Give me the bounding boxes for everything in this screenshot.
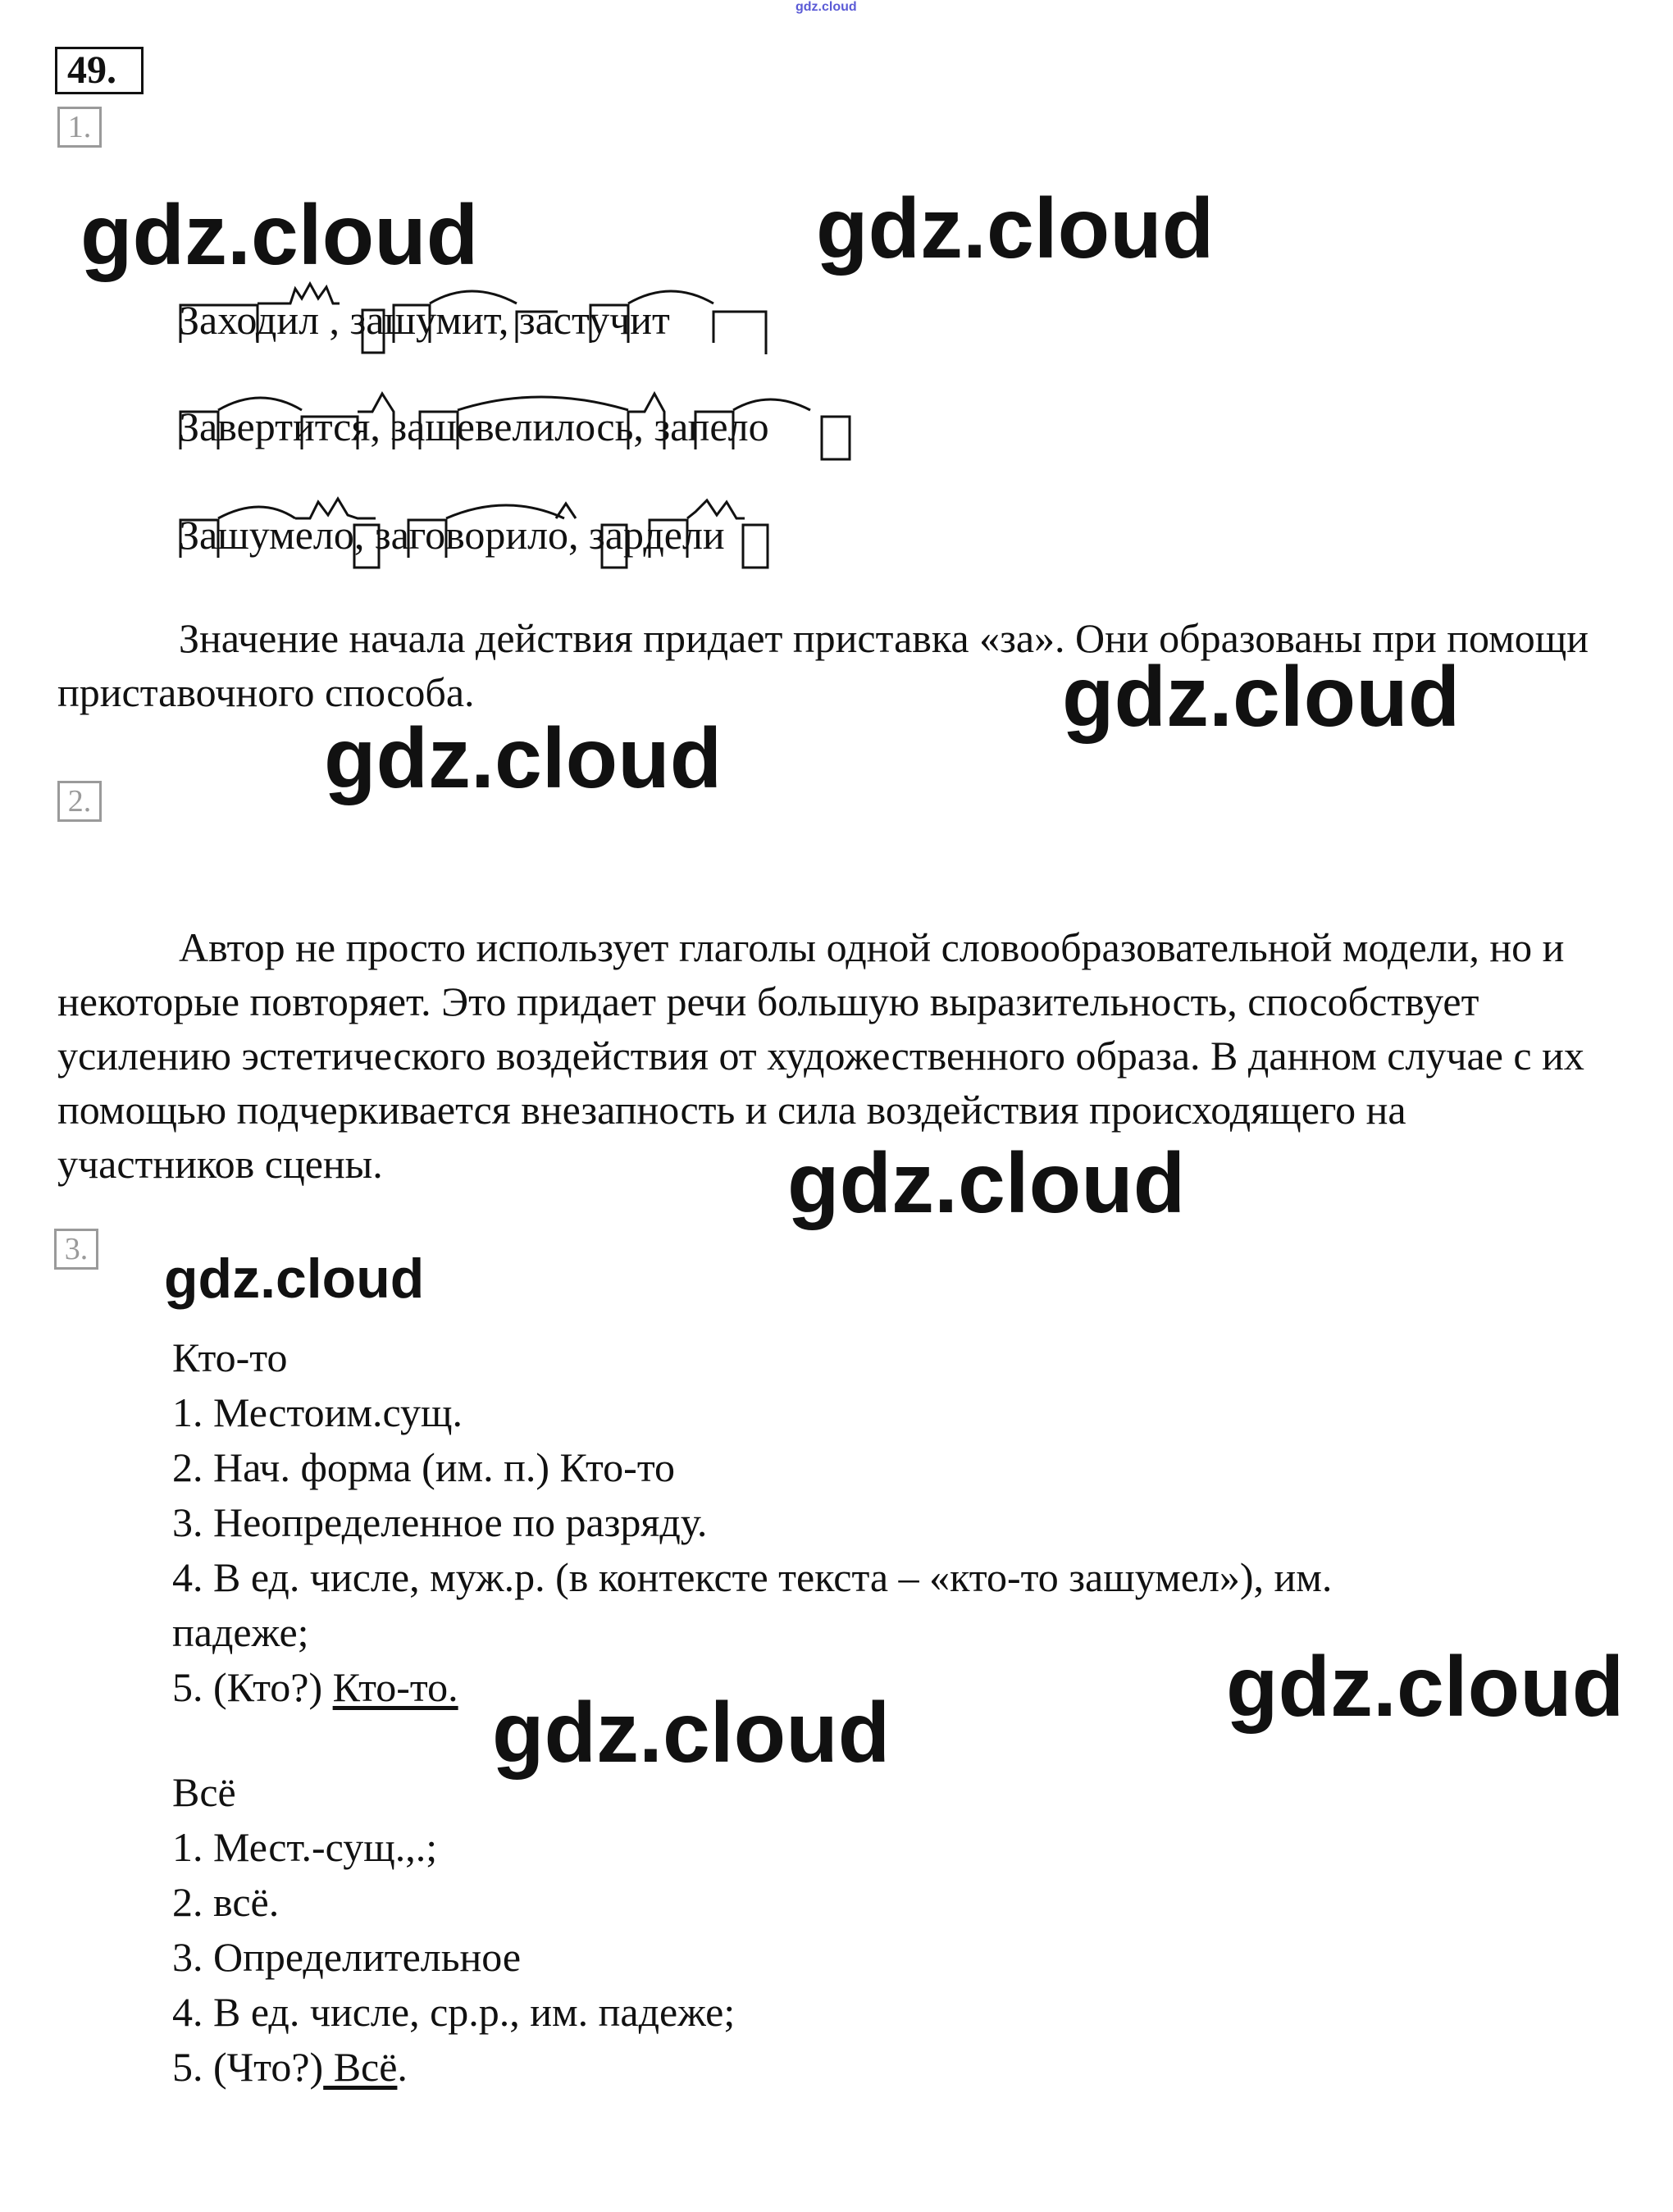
word2-item-5-prefix: 5. (Что?)	[172, 2044, 324, 2090]
watermark-3: gdz.cloud	[1062, 650, 1461, 745]
part1-explanation-text: Значение начала действия придает приставка «за». Они образованы при помощи приставочного способа.	[57, 615, 1589, 715]
morpheme-marks-row-2	[179, 379, 868, 469]
watermark-8: gdz.cloud	[492, 1685, 891, 1781]
word1-item-4-cont: падеже;	[172, 1609, 309, 1655]
word1-item-1: 1. Местоим.сущ.	[172, 1389, 463, 1435]
part-label-1: 1.	[57, 107, 102, 148]
site-mark: gdz.cloud	[795, 0, 857, 14]
word2-item-2: 2. всё.	[172, 1879, 280, 1925]
word2-item-3: 3. Определительное	[172, 1934, 522, 1980]
word1-item-2: 2. Нач. форма (им. п.) Кто-то	[172, 1444, 676, 1490]
word1-item-4: 4. В ед. числе, муж.р. (в контексте текста – «кто-то зашумел»), им.	[172, 1554, 1333, 1600]
word2-title: Всё	[172, 1769, 236, 1815]
part-label-3: 3.	[54, 1229, 98, 1270]
word2-item-5-answer: Всё	[323, 2044, 398, 2090]
word1-analysis	[172, 1330, 1332, 1715]
word1-item-5-prefix: 5. (Кто?)	[172, 1664, 333, 1710]
morpheme-marks-row-3	[179, 487, 835, 577]
watermark-2: gdz.cloud	[816, 181, 1215, 276]
word1-item-3: 3. Неопределенное по разряду.	[172, 1499, 708, 1545]
word2-item-5-suffix: .	[397, 2044, 408, 2090]
word-row-1	[179, 295, 670, 344]
word-row-2-text: Завертится, зашевелилось, запело	[179, 404, 769, 449]
watermark-1: gdz.cloud	[80, 188, 479, 283]
part-label-2: 2.	[57, 781, 102, 822]
word1-title: Кто-то	[172, 1334, 288, 1380]
watermark-5: gdz.cloud	[787, 1136, 1186, 1231]
watermark-7: gdz.cloud	[1226, 1640, 1625, 1735]
task-number: 49.	[55, 47, 144, 94]
word2-item-1: 1. Мест.-сущ.,.;	[172, 1824, 438, 1870]
word-row-1-text: Заходил , зашумит, застучит	[179, 297, 670, 343]
word1-item-5-answer: Кто-то.	[332, 1664, 458, 1710]
word-row-3-text: Зашумело, заговорило, зардели	[179, 512, 725, 558]
morpheme-marks-row-1	[179, 272, 786, 363]
watermark-6: gdz.cloud	[164, 1247, 425, 1310]
word-row-2	[179, 402, 769, 451]
word2-item-4: 4. В ед. числе, ср.р., им. падеже;	[172, 1989, 736, 2035]
word-row-3	[179, 510, 725, 559]
word2-analysis	[172, 1765, 735, 2095]
watermark-4: gdz.cloud	[324, 711, 723, 806]
part2-paragraph-text: Автор не просто использует глаголы одной словообразовательной модели, но и некоторые повторяет. Это придает речи большую выразительность, способствует усилению эстетического воздействия от художественного образа. В данном случае с их помощью подчеркивается внезапность и сила воздействия происходящего на участников сцены.	[57, 924, 1584, 1187]
word2-item-5	[172, 2040, 735, 2095]
